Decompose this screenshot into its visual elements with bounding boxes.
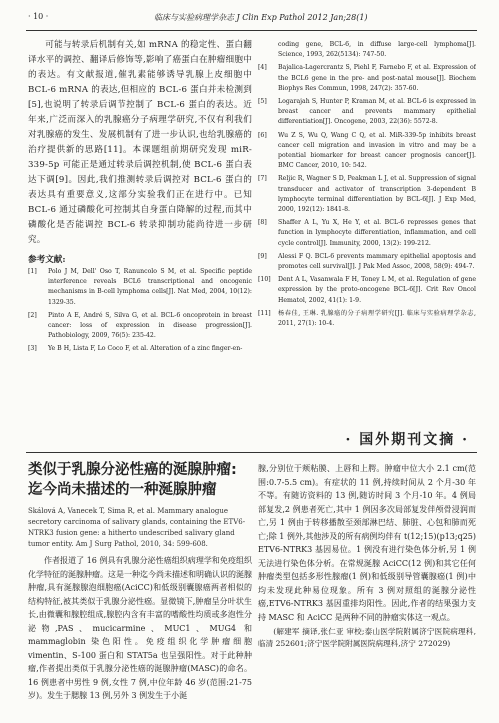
reference-text: Polo J M, Dell' Oso T, Ranuncolo S M, et al. Specific peptide interference reveals BCL6 transcriptional and oncogenic mechanisms in B-cell lymphoma cells[J]. Nat Med, 2004, 10(12): 1329-35. <box>48 268 252 306</box>
reference-text: Dent A L, Vasanwala F H, Toney L M, et al. Regulation of gene expression by the proto-oncogene BCL-6[J]. Crit Rev Oncol Hematol, 2002, 41(1): 1-9. <box>278 276 476 304</box>
reference-text: Bajalica-Lagercrantz S, Piehl F, Farnebo F, et al. Expression of the BCL6 gene in the pre- and post-natal mouse[J]. Biochem Biophys Res Commun, 1998, 247(2): 357-60. <box>278 64 476 92</box>
reference-number: [11] <box>258 309 271 317</box>
reference-continuation <box>258 40 476 60</box>
abstract-continuation: 腺,分别位于颊粘膜、上唇和上腭。肿瘤中位大小 2.1 cm(范围:0.7-5.5 cm)。有症状的 11 例,持续时间从 2 个月-30 年不等。有随访资料的 13 例,随访时间 3 个月-10 年。4 例局部复发,2 例患者死亡,其中 1 例因多次局部复发伴颅骨浸润而亡,另 1 例由于转移播散至颈部淋巴结、肺脏、心包和肺而死亡;除 1 例外,其他涉及的所有病例均伴有 t(12;15)(p13;q25) ETV6-NTRK3 基因易位。1 例没有进行染色体分析,另 1 例无法进行染色体分析。在常规涎腺 AciCC(12 例)和其它任何肿瘤类型包括多形性腺瘤(1 例)和低级别导管囊腺癌(1 例)中均未发现此种易位现象。所有 3 例对照组的涎腺分泌性癌,ETV6-NTRK3 基因重排均阳性。因此,作者的结果强力支持 MASC 和 AciCC 是两种不同的肿瘤实体这一观点。 <box>258 464 476 622</box>
translator-affiliation: (解建军 摘译,张仁亚 审校;泰山医学院附属济宁医院病理科,临清 252601;济宁医学院附属医院病理科,济宁 272029) <box>258 627 476 648</box>
upper-left-column <box>28 38 252 440</box>
discussion-text <box>28 38 252 248</box>
reference-item <box>258 309 476 329</box>
page-number: · 10 · <box>28 12 49 21</box>
reference-number: [3] <box>28 345 37 353</box>
reference-text: 杨春佳, 王琳. 乳腺癌的分子病理学研究[J]. 临床与实验病理学杂志, 2011, 27(1): 10-4. <box>278 309 476 328</box>
upper-right-references <box>258 40 476 415</box>
reference-number: [5] <box>258 98 267 106</box>
references-heading: 参考文献: <box>28 255 66 265</box>
reference-number: [1] <box>28 268 37 275</box>
reference-item <box>258 252 476 272</box>
reference-text: Shaffer A L, Yu X, He Y, et al. BCL-6 represses genes that function in lymphocyte differentiation, inflammation, and cell cycle control[J]. Immunity, 2000, 13(2): 199-212. <box>278 219 476 247</box>
abstract-article <box>28 460 252 718</box>
reference-text: Alessi F Q. BCL-6 prevents mammary epithelial apoptosis and promotes cell survival[J]. J Pak Med Assoc, 2008, 58(9): 494-7. <box>278 252 476 271</box>
reference-number: [9] <box>258 252 267 260</box>
reference-text: Pinto A E, André S, Silva G, et al. BCL-6 oncoprotein in breast cancer: loss of expression in disease progression[J]. Pathobiology, 2009, 76(5): 235-42. <box>48 311 252 340</box>
reference-item <box>28 311 252 342</box>
article-title-line-2: 迄今尚未描述的一种涎腺肿瘤 <box>28 482 217 498</box>
reference-item <box>258 131 476 172</box>
reference-item <box>28 267 252 308</box>
reference-text: coding gene, BCL-6, in diffuse large-cell lymphoma[J]. Science, 1993, 262(5134): 747-50. <box>278 41 476 59</box>
reference-item <box>258 174 476 215</box>
reference-number: [2] <box>28 311 37 319</box>
reference-number: [10] <box>258 276 271 284</box>
journal-title: 临床与实验病理学杂志 J Clin Exp Pathol 2012 Jan;28(1) <box>154 13 368 22</box>
reference-number: [4] <box>258 64 267 72</box>
reference-number: [8] <box>258 219 267 227</box>
reference-item <box>258 275 476 306</box>
reference-text: Ye B H, Lista F, Lo Coco F, et al. Alteration of a zinc finger-en- <box>48 345 243 353</box>
reference-text: Reljic R, Wagner S D, Peakman L J, et al. Suppression of signal transducer and activator of transcription 3-dependent B lymphocyte terminal differentiation by BCL-6[J]. J Exp Med, 2000, 192(12): 1841-8. <box>278 175 476 214</box>
reference-item <box>258 218 476 249</box>
reference-item <box>258 63 476 94</box>
reference-text: Wu Z S, Wu Q, Wang C Q, et al. MiR-339-5p inhibits breast cancer cell migration and invasion in vitro and may be a potential biomarker for breast cancer prognosis cancer[J]. BMC Cancer, 2010, 10: 542. <box>278 131 476 170</box>
reference-text: Logarajah S, Hunter P, Kraman M, et al. BCL-6 is expressed in breast cancer and prevents mammary epithelial differentiation[J]. Oncogene, 2003, 22(36): 5572-8. <box>278 98 476 126</box>
discussion-paragraph: 可能与转录后机制有关,如 mRNA 的稳定性、蛋白翻译水平的调控、翻译后修饰等,影响了癌蛋白在肿瘤细胞中的表达。有文献报道,催乳素能够诱导乳腺上皮细胞中 BCL-6 mRNA 的表达,但相应的 BCL-6 蛋白并未检测到[5],也说明了转录后调节控制了 BCL-6 蛋白的表达。近年来,广泛而深入的乳腺癌分子病理学研究,不仅有利我们对乳腺癌的发生、发展机制有了进一步认识,也给乳腺癌的治疗提供新的思路[11]。本课题组前期研究发现 miR-339-5p 可能正是通过转录后调控机制,使 BCL-6 蛋白表达下调[9]。因此,我们推测转录后调控对 BCL-6 蛋白的表达具有重要意义,这部分实验我们正在进行中。已知 BCL-6 通过磷酸化可控制其自身蛋白降解的过程,而其中磷酸化是否能调控 BCL-6 转录抑制功能尚待进一步研究。 <box>28 40 252 245</box>
running-header <box>28 12 475 28</box>
header-rule <box>26 30 477 31</box>
abstract-body: 作者报道了 16 例具有乳腺分泌性癌组织病理学和免疫组织化学特征的涎腺肿瘤。这是一种迄今尚未描述和明确认识的涎腺肿瘤,具有涎腺腺泡细胞癌(AciCC)和低级别囊腺癌两者相似的结构特征,被其类似于乳腺分泌性癌。显微镜下,肿瘤呈分叶状生长,由微囊和腺腔组成,腺腔内含有丰富的嗜酸性均质或多泡性分泌物,PAS、mucicarmine、MUC1、MUG4 和 mammaglobin 染色阳性。免疫组织化学肿瘤细胞 vimentin、S-100 蛋白和 STAT5a 也呈强阳性。对于此种肿瘤,作者提出类似于乳腺分泌性癌的涎腺肿瘤(MASC)的命名。16 例患者中男性 9 例,女性 7 例,中位年龄 46 岁(范围:21-75 岁)。发生于腮腺 13 例,另外 3 例发生于小涎 <box>28 556 252 700</box>
article-title-line-1: 类似于乳腺分泌性癌的涎腺肿瘤: <box>28 462 237 478</box>
reference-item <box>28 344 252 354</box>
reference-number: [7] <box>258 175 267 183</box>
reference-number: [6] <box>258 131 267 139</box>
references-list <box>28 267 252 355</box>
section-tag: · 国外期刊文摘 · <box>345 432 469 448</box>
lower-right-column <box>258 462 476 718</box>
reference-item <box>258 97 476 128</box>
section-rule <box>26 452 477 453</box>
article-citation: Skálová A, Vanecek T, Sima R, et al. Mammary analogue secretory carcinoma of salivary glands, containing the ETV6-NTRK3 fusion gene: a hitherto undescribed salivary gland tumor entity. Am J Surg Pathol, 2010, 34: 599-608. <box>28 507 246 548</box>
